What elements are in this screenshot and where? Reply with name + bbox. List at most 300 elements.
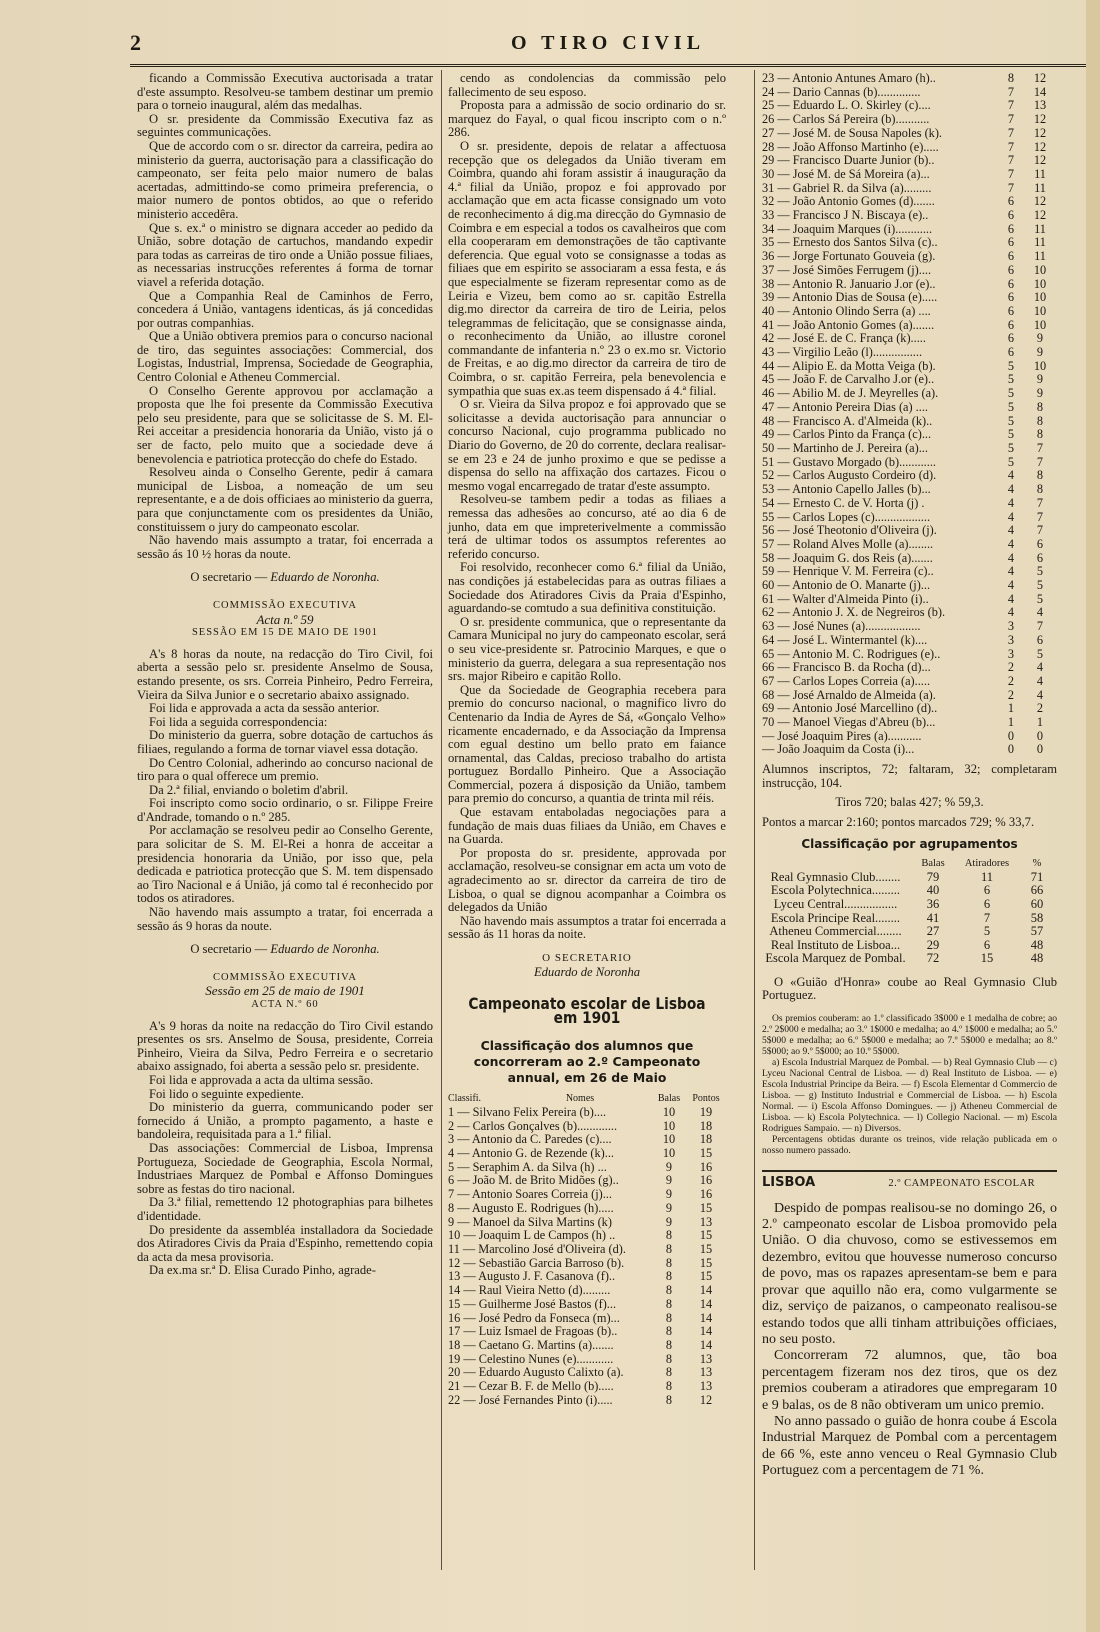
balas-value: 8 [665, 1228, 673, 1243]
table-row [448, 1120, 726, 1134]
lisboa-subtitle: 2.º CAMPEONATO ESCOLAR [888, 1178, 1036, 1190]
table-row [762, 675, 1057, 689]
paragraph: A's 8 horas da noute, na redacção do Tiro Civil, foi aberta a sessão pelo sr. presidente Anselmo de Sousa, estando presente, os srs. Correia Pinheiro, Pedro Ferreira, Vieira da Silva Junior e o secretario abaixo assignado. [137, 646, 433, 702]
table-row [448, 1216, 726, 1230]
table-row [448, 1284, 726, 1298]
student-name: 9 — Manoel da Silva Martins (k) [448, 1215, 612, 1229]
table-row [448, 1353, 726, 1367]
pontos-value: 8 [1036, 399, 1044, 414]
masthead: O TIRO CIVIL [510, 32, 706, 54]
signature-name: Eduardo de Noronha [533, 964, 641, 979]
balas-value: 8 [665, 1296, 673, 1311]
balas-value: 3 [1007, 619, 1015, 634]
balas-value: 2 [1007, 660, 1015, 675]
student-name: 12 — Sebastião Garcia Barroso (b). [448, 1256, 625, 1270]
balas-value: 4 [1007, 523, 1015, 538]
balas-value: 6 [1007, 208, 1015, 223]
pontos-value: 13 [1033, 98, 1047, 113]
paragraph: Concorreram 72 alumnos, que, tão boa percentagem fizeram nos dez tiros, que os dez premios couberam a atiradores que empregaram 10 e 9 balas, os de 8 não obtiveram um unico premio. [762, 1348, 1057, 1413]
student-name: 70 — Manoel Viegas d'Abreu (b)... [762, 716, 936, 730]
table-row [448, 1380, 726, 1394]
balas-value: 8 [665, 1324, 673, 1339]
pontos-value: 13 [699, 1351, 713, 1366]
paragraph: Foi lida e approvada a acta da sessão anterior. [149, 701, 380, 716]
table-row [448, 1229, 726, 1243]
paragraph: Não havendo mais assumpto a tratar, foi encerrada a sessão ás 10 ½ horas da noute. [137, 533, 433, 561]
pontos-value: 12 [1033, 139, 1047, 154]
balas-value: 7 [1007, 180, 1015, 195]
balas-value: 6 [1007, 290, 1015, 305]
group-title: Classificação por agrupamentos [801, 836, 1018, 851]
paragraph: Que estavam entaboladas negociações para a fundação de mais duas filiaes da União, em Chaves e na Guarda. [448, 805, 726, 847]
pontos-value: 12 [1033, 112, 1047, 127]
lisboa-title: LISBOA [762, 1175, 816, 1191]
table-row [762, 730, 1057, 744]
pontos-value: 9 [1036, 372, 1044, 387]
column-1 [137, 72, 433, 1278]
paragraph: Da ex.ma sr.ª D. Elisa Curado Pinho, agrade- [149, 1263, 376, 1278]
pontos-value: 13 [699, 1379, 713, 1394]
group-row [762, 925, 1057, 939]
paragraph: A's 9 horas da noite na redacção do Tiro Civil estando presentes os srs. Anselmo de Sousa, presidente, Correia Pinheiro, Vieira da Silva, Pedro Ferreira e o secretario abaixo assignado, foi aberta a sessão pelo sr. presidente. [137, 1018, 433, 1074]
student-name: 23 — Antonio Antunes Amaro (h).. [762, 72, 936, 85]
table-row [762, 319, 1057, 333]
pontos-value: 11 [1034, 166, 1046, 181]
table-row [762, 291, 1057, 305]
balas-value: 4 [1007, 536, 1015, 551]
table-row [448, 1339, 726, 1353]
balas-value: 4 [1007, 509, 1015, 524]
pontos-value: 15 [699, 1269, 713, 1284]
balas-value: 4 [1007, 482, 1015, 497]
table-row [762, 113, 1057, 127]
balas-value: 4 [1007, 591, 1015, 606]
table-row [448, 1133, 726, 1147]
pontos-value: 7 [1036, 454, 1044, 469]
student-name: 69 — Antonio José Marcellino (d).. [762, 702, 938, 716]
student-name: 52 — Carlos Augusto Cordeiro (d). [762, 469, 937, 483]
paragraph: a) Escola Industrial Marquez de Pombal. — b) Real Gymnasio Club — c) Lyceu Nacional Central de Lisboa. — d) Real Instituto de Lisboa. — e) Escola Industrial Principe da Beira. — f) Escola Elementar d Commercio de Lisboa. — g) Instituto Industrial e Commercial de Lisboa. — h) Escola Normal. — i) Escola Affonso Domingues. — j) Atheneu Commercial de Lisboa. — k) Escola Polytechnica. — l) Collegio Nacional. — m) Escola Rodrigues Sampaio. — n) Diversos. [762, 1057, 1057, 1135]
balas-value: 7 [1007, 84, 1015, 99]
student-name: 18 — Caetano G. Martins (a)....... [448, 1338, 614, 1352]
paragraph: Foi lida e approvada a acta da ultima sessão. [149, 1072, 374, 1087]
pontos-value: 6 [1036, 550, 1044, 565]
pontos-value: 5 [1036, 646, 1044, 661]
pontos-value: 9 [1036, 345, 1044, 360]
table-row [762, 538, 1057, 552]
student-name: 42 — José E. de C. França (k)..... [762, 332, 926, 346]
pontos-value: 4 [1036, 660, 1044, 675]
paragraph: Resolveu-se tambem pedir a todas as filiaes a remessa das adhesões ao concurso, até ao dia 6 de junho, data em que impreterivelmente a commissão terá de ultimar todos os assumptos referentes ao referido concurso. [448, 492, 726, 561]
table-row [762, 236, 1057, 250]
pontos-value: 12 [1033, 71, 1047, 85]
table-row [448, 1106, 726, 1120]
table-row [762, 86, 1057, 100]
group-cell: 15 [980, 951, 994, 966]
group-row [762, 898, 1057, 912]
pontos-value: 14 [699, 1283, 713, 1298]
table-row [762, 743, 1057, 757]
table-row [762, 428, 1057, 442]
paragraph: Que da Sociedade de Geographia recebera para premio do concurso nacional, o magnifico livro do Centenario da India de Ayres de Sá, «Gonçalo Velho» ricamente encadernado, e da Associação da Imprensa com egual destino um bello prato em faiance ornamental, das Caldas, precioso trabalho do artista portuguez Bordallo Pinheiro. Que a Associação Commercial, pozera á disposição da União, tambem para premio do concurso, a quantia de trinta mil réis. [448, 682, 726, 806]
group-header: Balas Atiradores % [921, 858, 1042, 870]
student-name: 50 — Martinho de J. Pereira (a)... [762, 441, 928, 455]
table-row [448, 1188, 726, 1202]
student-name: 63 — José Nunes (a).................. [762, 620, 921, 634]
pontos-value: 16 [699, 1187, 713, 1202]
group-cell: Real Gymnasio Club........ [770, 869, 901, 884]
group-cell: Escola Polytechnica......... [770, 883, 901, 898]
signature-label: O SECRETARIO [542, 952, 632, 964]
table-row [762, 154, 1057, 168]
paragraph: ficando a Commissão Executiva auctorisada a tratar d'este assumpto. Resolveu-se tambem destinar um premio para o torneio inaugural, além das medalhas. [137, 71, 433, 113]
balas-value: 9 [665, 1187, 673, 1202]
pontos-value: 16 [699, 1159, 713, 1174]
pontos-value: 5 [1036, 564, 1044, 579]
group-row [762, 884, 1057, 898]
pontos-value: 15 [699, 1146, 713, 1161]
group-row [762, 871, 1057, 885]
table-row [762, 648, 1057, 662]
student-name: 59 — Henrique V. M. Ferreira (c).. [762, 565, 934, 579]
lisboa-text [762, 1201, 1057, 1480]
paragraph: Do Centro Colonial, adherindo ao concurso nacional de tiro para o qual offerece um premio. [137, 755, 433, 784]
pontos-value: 10 [1033, 262, 1047, 277]
student-name: 57 — Roland Alves Molle (a)........ [762, 537, 934, 551]
student-name: 37 — José Simões Ferrugem (j).... [762, 263, 932, 277]
signature: O secretario — Eduardo de Noronha. [190, 570, 380, 585]
student-name: 58 — Joaquim G. dos Reis (a)....... [762, 551, 933, 565]
table-row [448, 1366, 726, 1380]
balas-value: 8 [665, 1283, 673, 1298]
stat-line: Alumnos inscriptos, 72; faltaram, 32; completaram instrucção, 104. [762, 762, 1057, 790]
student-name: 46 — Abilio M. de J. Meyrelles (a). [762, 387, 939, 401]
pontos-value: 1 [1036, 715, 1044, 730]
student-name: 5 — Seraphim A. da Silva (h) ... [448, 1160, 607, 1174]
paragraph: Foi lida a seguida correspondencia: [149, 714, 328, 729]
group-cell: Real Instituto de Lisboa... [770, 937, 901, 952]
group-row [762, 912, 1057, 926]
student-name: 66 — Francisco B. da Rocha (d)... [762, 661, 931, 675]
balas-value: 2 [1007, 687, 1015, 702]
balas-value: 5 [1007, 413, 1015, 428]
pontos-value: 15 [699, 1255, 713, 1270]
student-name: 34 — Joaquim Marques (i)............ [762, 222, 933, 236]
group-cell: 36 [926, 896, 940, 911]
balas-value: 9 [665, 1173, 673, 1188]
balas-value: 8 [665, 1255, 673, 1270]
pontos-value: 4 [1036, 687, 1044, 702]
student-name: 56 — José Theotonio d'Oliveira (j). [762, 524, 937, 538]
paragraph: Foi inscripto como socio ordinario, o sr. Filippe Freire d'Andrade, tomando o n.º 285. [137, 796, 433, 824]
balas-value: 3 [1007, 646, 1015, 661]
page-header [130, 30, 1086, 67]
balas-value: 10 [662, 1104, 676, 1119]
paragraph: O sr. presidente da Commissão Executiva faz as seguintes communicações. [137, 111, 433, 140]
balas-value: 7 [1007, 112, 1015, 127]
balas-value: 5 [1007, 454, 1015, 469]
student-name: 39 — Antonio Dias de Sousa (e)..... [762, 291, 938, 305]
group-table [762, 871, 1057, 966]
table-row [762, 634, 1057, 648]
table-row [448, 1312, 726, 1326]
table-row [762, 606, 1057, 620]
table-row [762, 689, 1057, 703]
group-cell: 6 [983, 883, 991, 898]
paragraph: Das associações: Commercial de Lisboa, Imprensa Portugueza, Sociedade de Geographia, Escola Normal, Industriaes Marquez de Pombal e Affonso Domingues sobre as festas do tiro nacional. [137, 1140, 433, 1196]
pontos-value: 12 [1033, 125, 1047, 140]
table-row [762, 278, 1057, 292]
pontos-value: 15 [699, 1242, 713, 1256]
pontos-value: 10 [1033, 358, 1047, 373]
balas-value: 0 [1007, 728, 1015, 743]
student-name: 10 — Joaquim L de Campos (h) .. [448, 1229, 616, 1243]
group-cell: 5 [983, 924, 991, 939]
pontos-value: 7 [1036, 619, 1044, 634]
balas-value: 5 [1007, 386, 1015, 401]
student-name: 53 — Antonio Capello Jalles (b)... [762, 483, 931, 497]
balas-value: 6 [1007, 249, 1015, 264]
pontos-value: 8 [1036, 482, 1044, 497]
balas-value: 6 [1007, 345, 1015, 360]
student-name: 4 — Antonio G. de Rezende (k)... [448, 1147, 614, 1161]
section-heading: COMMISSÃO EXECUTIVA [213, 599, 357, 611]
group-cell: 40 [926, 883, 940, 898]
table-row [762, 223, 1057, 237]
group-row [762, 939, 1057, 953]
balas-value: 5 [1007, 427, 1015, 442]
pontos-value: 19 [699, 1104, 713, 1119]
table-row [762, 141, 1057, 155]
group-cell: 60 [1030, 896, 1044, 911]
student-name: 20 — Eduardo Augusto Calixto (a). [448, 1366, 624, 1380]
pontos-value: 10 [1033, 276, 1047, 291]
pontos-value: 0 [1036, 742, 1044, 757]
paragraph: O sr. presidente communica, que o representante da Camara Municipal no jury do campeonato escolar, será o seu vice-presidente sr. Patrocinio Marques, e que o ministerio da guerra, delegara a sua representação nos srs. major Ribeiro e capitão Rollo. [448, 614, 726, 684]
student-name: 22 — José Fernandes Pinto (i)..... [448, 1393, 613, 1407]
pontos-value: 5 [1036, 591, 1044, 606]
balas-value: 10 [662, 1118, 676, 1133]
pontos-value: 11 [1034, 249, 1046, 264]
table-row [448, 1298, 726, 1312]
student-name: 19 — Celestino Nunes (e)............ [448, 1352, 614, 1366]
student-name: 7 — Antonio Soares Correia (j)... [448, 1188, 612, 1202]
table-row [762, 305, 1057, 319]
pontos-value: 12 [1033, 153, 1047, 168]
student-name: 25 — Eduardo L. O. Skirley (c).... [762, 99, 931, 113]
balas-value: 7 [1007, 98, 1015, 113]
group-cell: 48 [1030, 951, 1044, 966]
table-row [448, 1174, 726, 1188]
student-name: 11 — Marcolino José d'Oliveira (d). [448, 1243, 626, 1256]
balas-value: 7 [1007, 139, 1015, 154]
table-header: Classifi. Nomes Balas Pontos [448, 1093, 720, 1105]
table-row [762, 168, 1057, 182]
student-name: 64 — José L. Wintermantel (k).... [762, 633, 928, 647]
pontos-value: 11 [1034, 235, 1046, 250]
results-table [762, 72, 1057, 757]
balas-value: 6 [1007, 262, 1015, 277]
table-row [448, 1202, 726, 1216]
balas-value: 9 [665, 1200, 673, 1215]
table-row [762, 401, 1057, 415]
paragraph: Percentagens obtidas durante os treinos, vide relação publicada em o nosso numero passado. [762, 1134, 1057, 1157]
group-cell: 71 [1030, 869, 1044, 884]
balas-value: 8 [1007, 71, 1015, 85]
table-row [448, 1394, 726, 1408]
group-cell: 48 [1030, 937, 1044, 952]
pontos-value: 14 [699, 1310, 713, 1325]
balas-value: 5 [1007, 372, 1015, 387]
table-row [448, 1161, 726, 1175]
session-date: Sessão em 25 de maio de 1901 [205, 983, 365, 999]
pontos-value: 15 [699, 1228, 713, 1243]
paragraph: Que s. ex.ª o ministro se dignara acceder ao pedido da União, sobre dotação de cartuchos, mandando expedir para todas as carreiras de tiro onde a União possue filiaes, as necessarias instrucções referentes á forma de tornar viavel a referida dotação. [137, 220, 433, 289]
session-date: SESSÃO EM 15 DE MAIO DE 1901 [191, 627, 379, 639]
student-name: 60 — Antonio de O. Manarte (j)... [762, 579, 931, 593]
table-row [448, 1325, 726, 1339]
pontos-value: 10 [1033, 317, 1047, 332]
student-name: 36 — Jorge Fortunato Gouveia (g). [762, 250, 936, 264]
group-cell: Atheneu Commercial........ [769, 924, 902, 939]
pontos-value: 7 [1036, 509, 1044, 524]
balas-value: 6 [1007, 303, 1015, 318]
table-row [762, 511, 1057, 525]
student-name: 6 — João M. de Brito Midões (g).. [448, 1174, 619, 1188]
student-name: 31 — Gabriel R. da Silva (a)......... [762, 181, 932, 195]
balas-value: 7 [1007, 125, 1015, 140]
pontos-value: 10 [1033, 290, 1047, 305]
paragraph: Do ministerio da guerra, sobre dotação de cartuchos ás filiaes, regulando a forma de tornar viavel essa dotação. [137, 728, 433, 756]
minutes-text [448, 72, 726, 942]
paragraph: cendo as condolencias da commissão pelo fallecimento de seu esposo. [448, 71, 726, 99]
student-name: 35 — Ernesto dos Santos Silva (c).. [762, 236, 938, 250]
table-row [762, 483, 1057, 497]
paragraph: Por proposta do sr. presidente, approvada por acclamação, resolveu-se consignar em acta um voto de agradecimento ao sr. director da carreira de tiro de Lisboa, o qual se dignou acompanhar a Coimbra os delegados da União [448, 845, 726, 915]
paragraph: O sr. Vieira da Silva propoz e foi approvado que se solicitasse a devida auctorisação para annunciar o concurso Nacional, cujo programma publicado no Diario do Governo, de 20 do corrente, declara realisar-se em 23 e 24 de junho proximo e que se pedisse a dispensa do sello na affixação dos cartazes. Ficou o mesmo vogal encarregado de tratar d'este assumpto. [448, 397, 726, 493]
pontos-value: 14 [699, 1337, 713, 1352]
balas-value: 6 [1007, 194, 1015, 209]
pontos-value: 7 [1036, 495, 1044, 510]
balas-value: 10 [662, 1146, 676, 1161]
table-row [762, 332, 1057, 346]
table-row [762, 387, 1057, 401]
table-row [762, 264, 1057, 278]
student-name: 32 — João Antonio Gomes (d)....... [762, 195, 935, 209]
paragraph: Da 3.ª filial, remettendo 12 photographias para bilhetes d'identidade. [137, 1195, 433, 1223]
pontos-value: 14 [699, 1324, 713, 1339]
table-row [762, 373, 1057, 387]
group-cell: 58 [1030, 910, 1044, 925]
balas-value: 4 [1007, 495, 1015, 510]
balas-value: 0 [1007, 742, 1015, 757]
balas-value: 8 [665, 1310, 673, 1325]
paragraph: O Conselho Gerente approvou por acclamação a proposta que lhe foi presente da Commissão Executiva pelo seu presidente, para que se solicitasse de S. M. El-Rei acceitar a presidencia honoraria da União, visto já o ser de facto, pelo muito que a sociedade deve á benevolencia e patriotica protecção do chefe do Estado. [137, 383, 433, 466]
pontos-value: 14 [699, 1296, 713, 1311]
balas-value: 6 [1007, 317, 1015, 332]
table-row [762, 593, 1057, 607]
balas-value: 5 [1007, 440, 1015, 455]
pontos-value: 9 [1036, 331, 1044, 346]
acta-title: Acta n.º 59 [256, 611, 314, 627]
group-cell: 72 [926, 951, 940, 966]
pontos-value: 14 [1033, 84, 1047, 99]
student-name: 29 — Francisco Duarte Junior (b).. [762, 154, 935, 168]
guiao-text: O «Guião d'Honra» coube ao Real Gymnasio Club Portuguez. [762, 974, 1057, 1003]
balas-value: 8 [665, 1242, 673, 1256]
paragraph: Que a Companhia Real de Caminhos de Ferro, concedera á União, vantagens identicas, ás já concedidas por outras companhias. [137, 288, 433, 330]
group-cell: 6 [983, 896, 991, 911]
pontos-value: 8 [1036, 413, 1044, 428]
balas-value: 4 [1007, 564, 1015, 579]
section-heading: COMMISSÃO EXECUTIVA [213, 971, 357, 983]
group-cell: 57 [1030, 924, 1044, 939]
student-name: 49 — Carlos Pinto da França (c)... [762, 428, 932, 442]
paragraph: Não havendo mais assumptos a tratar foi encerrada a sessão ás 11 horas da noite. [448, 913, 726, 942]
paragraph: Proposta para a admissão de socio ordinario do sr. marquez do Fayal, o qual ficou inscripto com o n.º 286. [448, 98, 726, 140]
pontos-value: 12 [1033, 194, 1047, 209]
student-name: 14 — Raul Vieira Netto (d)......... [448, 1284, 611, 1298]
balas-value: 6 [1007, 276, 1015, 291]
table-row [448, 1270, 726, 1284]
pontos-value: 6 [1036, 632, 1044, 647]
student-name: 65 — Antonio M. C. Rodrigues (e).. [762, 647, 941, 661]
minutes-text [137, 1020, 433, 1278]
balas-value: 8 [665, 1379, 673, 1394]
student-name: 47 — Antonio Pereira Dias (a) .... [762, 400, 928, 414]
pontos-value: 13 [699, 1214, 713, 1229]
balas-value: 5 [1007, 399, 1015, 414]
table-row [762, 182, 1057, 196]
student-name: — José Joaquim Pires (a)........... [762, 729, 922, 743]
article-subtitle: Classificação dos alumnos que concorreram ao 2.º Campeonato annual, em 26 de Maio [473, 1038, 701, 1086]
pontos-value: 6 [1036, 536, 1044, 551]
pontos-value: 4 [1036, 673, 1044, 688]
pontos-value: 13 [699, 1365, 713, 1380]
student-name: 48 — Francisco A. d'Almeida (k).. [762, 414, 933, 428]
balas-value: 8 [665, 1365, 673, 1380]
pontos-value: 8 [1036, 468, 1044, 483]
student-name: 26 — Carlos Sá Pereira (b)........... [762, 113, 930, 127]
pontos-value: 9 [1036, 386, 1044, 401]
student-name: 15 — Guilherme José Bastos (f)... [448, 1297, 617, 1311]
group-cell: 6 [983, 937, 991, 952]
table-row [762, 552, 1057, 566]
table-row [448, 1243, 726, 1257]
pontos-value: 10 [1033, 303, 1047, 318]
group-cell: 79 [926, 869, 940, 884]
table-row [762, 195, 1057, 209]
student-name: 2 — Carlos Gonçalves (b)............. [448, 1119, 618, 1133]
table-row [762, 346, 1057, 360]
table-row [448, 1257, 726, 1271]
stat-line: Tiros 720; balas 427; % 59,3. [835, 795, 984, 810]
balas-value: 3 [1007, 632, 1015, 647]
balas-value: 4 [1007, 550, 1015, 565]
student-name: 51 — Gustavo Morgado (b)............ [762, 455, 936, 469]
table-row [762, 565, 1057, 579]
student-name: 17 — Luiz Ismael de Fragoas (b).. [448, 1325, 618, 1339]
student-name: 33 — Francisco J N. Biscaya (e).. [762, 209, 929, 223]
balas-value: 9 [665, 1214, 673, 1229]
pontos-value: 16 [699, 1173, 713, 1188]
table-row [762, 716, 1057, 730]
group-cell: 66 [1030, 883, 1044, 898]
table-row [762, 415, 1057, 429]
group-cell: 41 [926, 910, 940, 925]
pontos-value: 7 [1036, 523, 1044, 538]
table-row [762, 360, 1057, 374]
